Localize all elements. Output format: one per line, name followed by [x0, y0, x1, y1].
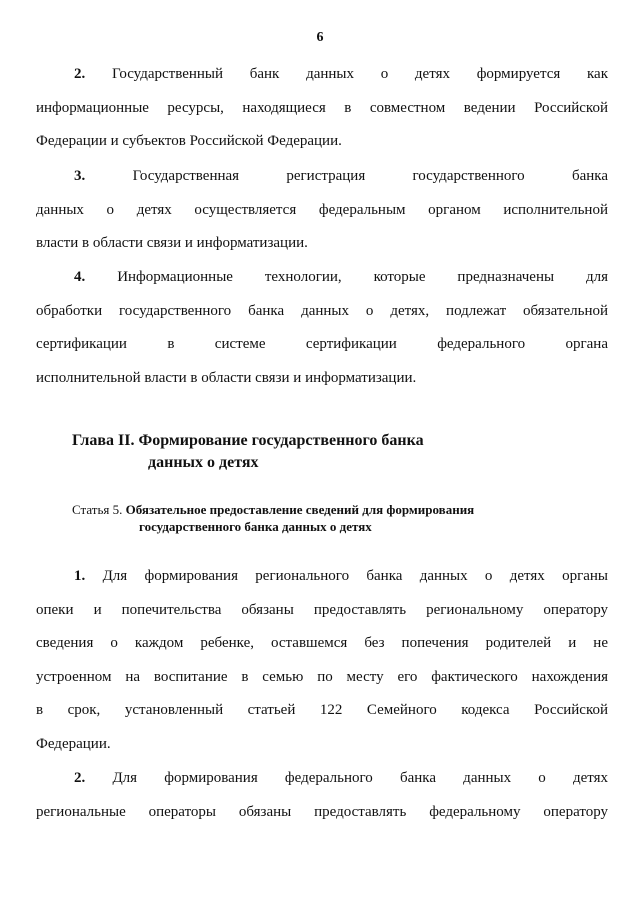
paragraph-text: Для формирования федерального банка данных о детях [112, 770, 609, 786]
article-paragraph-1-line-5: в срок, установленный статьей 122 Семейного кодекса Российской [36, 702, 608, 718]
chapter-heading-line-1: Глава II. Формирование государственного банка [72, 432, 424, 449]
paragraph-number: 2. [74, 66, 86, 82]
article-paragraph-2-line-1 [36, 762, 608, 796]
paragraph-3-line-2: данных о детях осуществляется федеральным органом исполнительной [36, 201, 608, 218]
article-paragraph-2-line-2: региональные операторы обязаны предоставлять федеральному оператору [36, 803, 608, 820]
paragraph-text: Информационные технологии, которые предназначены для [117, 269, 609, 285]
article-title-line-2: государственного банка данных о детях [139, 519, 372, 534]
paragraph-4-line-2: обработки государственного банка данных о детях, подлежат обязательной [36, 302, 608, 319]
paragraph-4-line-4: исполнительной власти в области связи и информатизации. [36, 369, 417, 386]
paragraph-4-line-1 [36, 261, 608, 295]
article-paragraph-2 [36, 762, 608, 829]
article-heading [72, 501, 474, 535]
paragraph-2-line-3: Федерации и субъектов Российской Федерации. [36, 133, 342, 149]
paragraph-text: Государственная регистрация государственного банка [132, 168, 609, 184]
paragraph-number: 1. [74, 568, 86, 584]
paragraph-text: Для формирования регионального банка данных о детях органы [102, 568, 608, 584]
article-paragraph-1-line-6: Федерации. [36, 735, 111, 752]
paragraph-3-top [36, 160, 608, 261]
paragraph-3-line-3: власти в области связи и информатизации. [36, 235, 308, 251]
paragraph-text: Государственный банк данных о детях формируется как [111, 66, 608, 82]
article-paragraph-1-line-2: опеки и попечительства обязаны предоставлять региональному оператору [36, 601, 608, 618]
paragraph-4-line-3: сертификации в системе сертификации федерального органа [36, 336, 608, 352]
article-label: Статья 5. [72, 502, 123, 517]
chapter-heading [72, 430, 424, 474]
paragraph-2-line-2: информационные ресурсы, находящиеся в совместном ведении Российской [36, 99, 608, 116]
chapter-heading-line-2: данных о детях [148, 454, 259, 471]
article-title-line-1: Обязательное предоставление сведений для формирования [125, 502, 475, 517]
paragraph-number: 3. [74, 168, 86, 184]
article-paragraph-1-line-4: устроенном на воспитание в семью по месту его фактического нахождения [36, 668, 608, 685]
paragraph-2-top [36, 58, 608, 159]
page-number: 6 [316, 30, 324, 45]
paragraph-number: 2. [74, 770, 86, 786]
article-paragraph-1-line-3: сведения о каждом ребенке, оставшемся без попечения родителей и не [36, 635, 608, 651]
article-paragraph-1 [36, 560, 608, 761]
paragraph-4-top [36, 261, 608, 395]
paragraph-3-line-1 [36, 160, 608, 194]
paragraph-number: 4. [74, 269, 86, 285]
paragraph-2-line-1 [36, 58, 608, 92]
article-paragraph-1-line-1 [36, 560, 608, 594]
